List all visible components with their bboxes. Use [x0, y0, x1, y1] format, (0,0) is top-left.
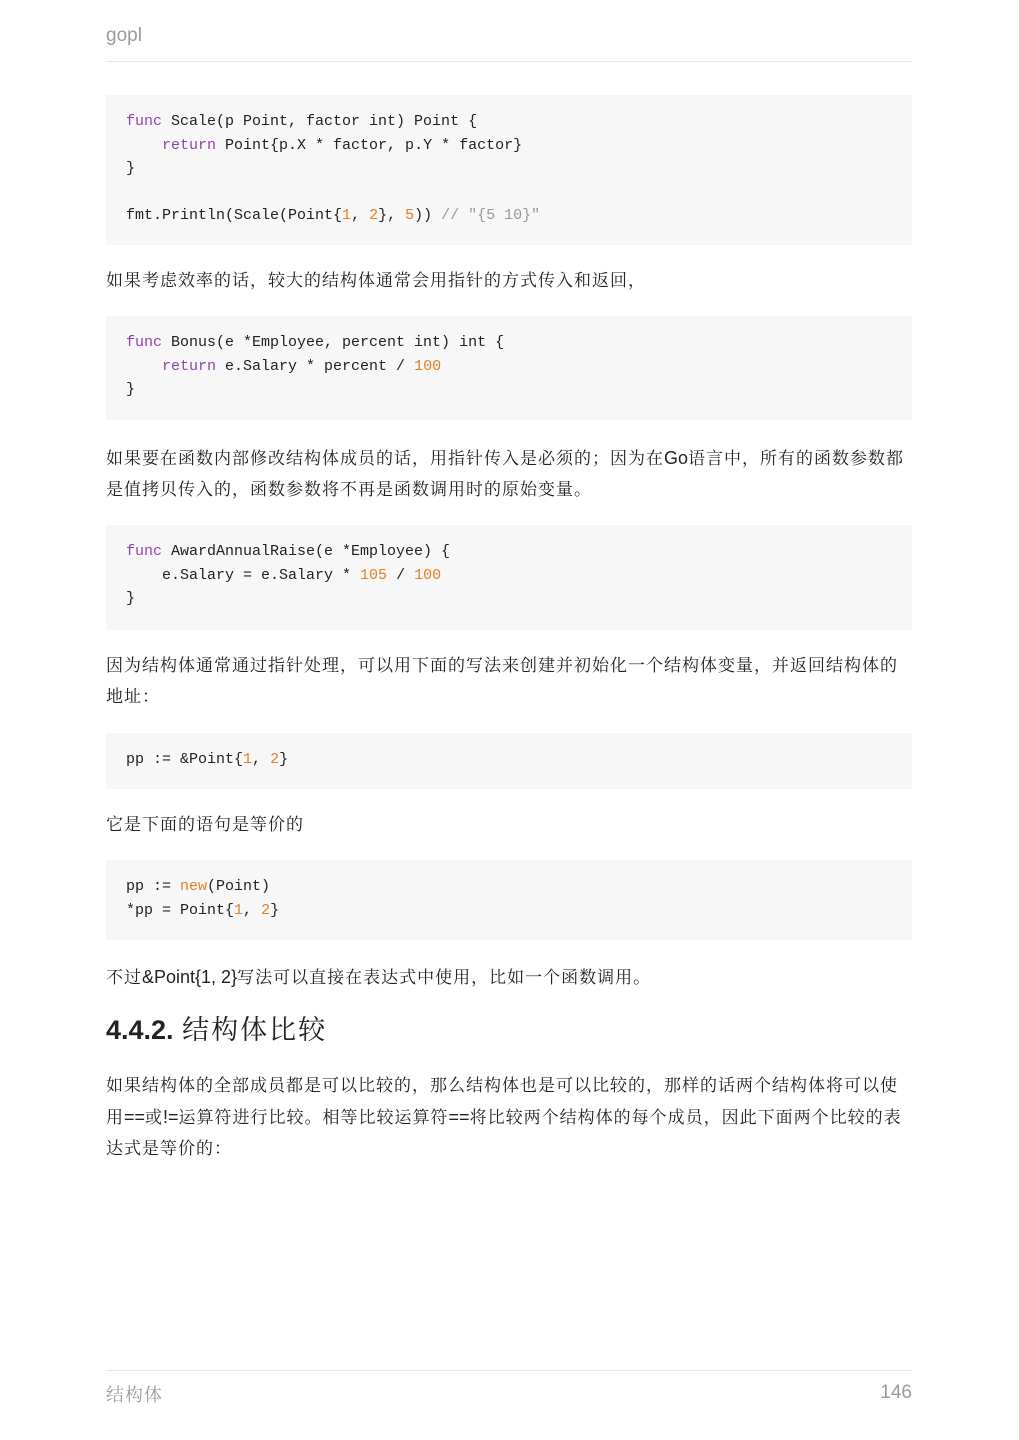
code-block-pp-new: pp := new(Point) *pp = Point{1, 2}: [106, 860, 912, 940]
paragraph-expression-usage: 不过&Point{1, 2}写法可以直接在表达式中使用，比如一个函数调用。: [106, 967, 652, 988]
page-content: [106, 95, 912, 1165]
paragraph-struct-comparison: 如果结构体的全部成员都是可以比较的，那么结构体也是可以比较的，那样的话两个结构体将可以使用==或!=运算符进行比较。相等比较运算符==将比较两个结构体的每个成员，因此下面两个比较的表达式是等价的：: [106, 1076, 902, 1159]
book-title: gopl: [106, 25, 142, 46]
code-block-scale: func Scale(p Point, factor int) Point { return Point{p.X * factor, p.Y * factor} } fmt.Println(Scale(Point{1, 2}, 5)) // "{5 10}": [106, 95, 912, 245]
section-heading: [106, 1010, 912, 1051]
page-header: [106, 24, 912, 62]
paragraph-equivalent: 它是下面的语句是等价的: [106, 815, 304, 835]
code-block-award-raise: func AwardAnnualRaise(e *Employee) { e.Salary = e.Salary * 105 / 100 }: [106, 525, 912, 630]
page-footer: [106, 1370, 912, 1421]
section-number: 4.4.2.: [106, 1015, 174, 1045]
section-title: 结构体比较: [182, 1015, 328, 1046]
code-block-bonus: func Bonus(e *Employee, percent int) int { return e.Salary * percent / 100 }: [106, 316, 912, 420]
chapter-name: 结构体: [106, 1385, 163, 1406]
paragraph-efficiency: 如果考虑效率的话，较大的结构体通常会用指针的方式传入和返回，: [106, 271, 646, 291]
paragraph-create-init: 因为结构体通常通过指针处理，可以用下面的写法来创建并初始化一个结构体变量，并返回结构体的地址：: [106, 656, 898, 707]
paragraph-pointer-required: 如果要在函数内部修改结构体成员的话，用指针传入是必须的；因为在Go语言中，所有的函数参数都是值拷贝传入的，函数参数将不再是函数调用时的原始变量。: [106, 448, 905, 500]
page-number: 146: [880, 1382, 912, 1403]
code-block-pp-literal: pp := &Point{1, 2}: [106, 733, 912, 789]
